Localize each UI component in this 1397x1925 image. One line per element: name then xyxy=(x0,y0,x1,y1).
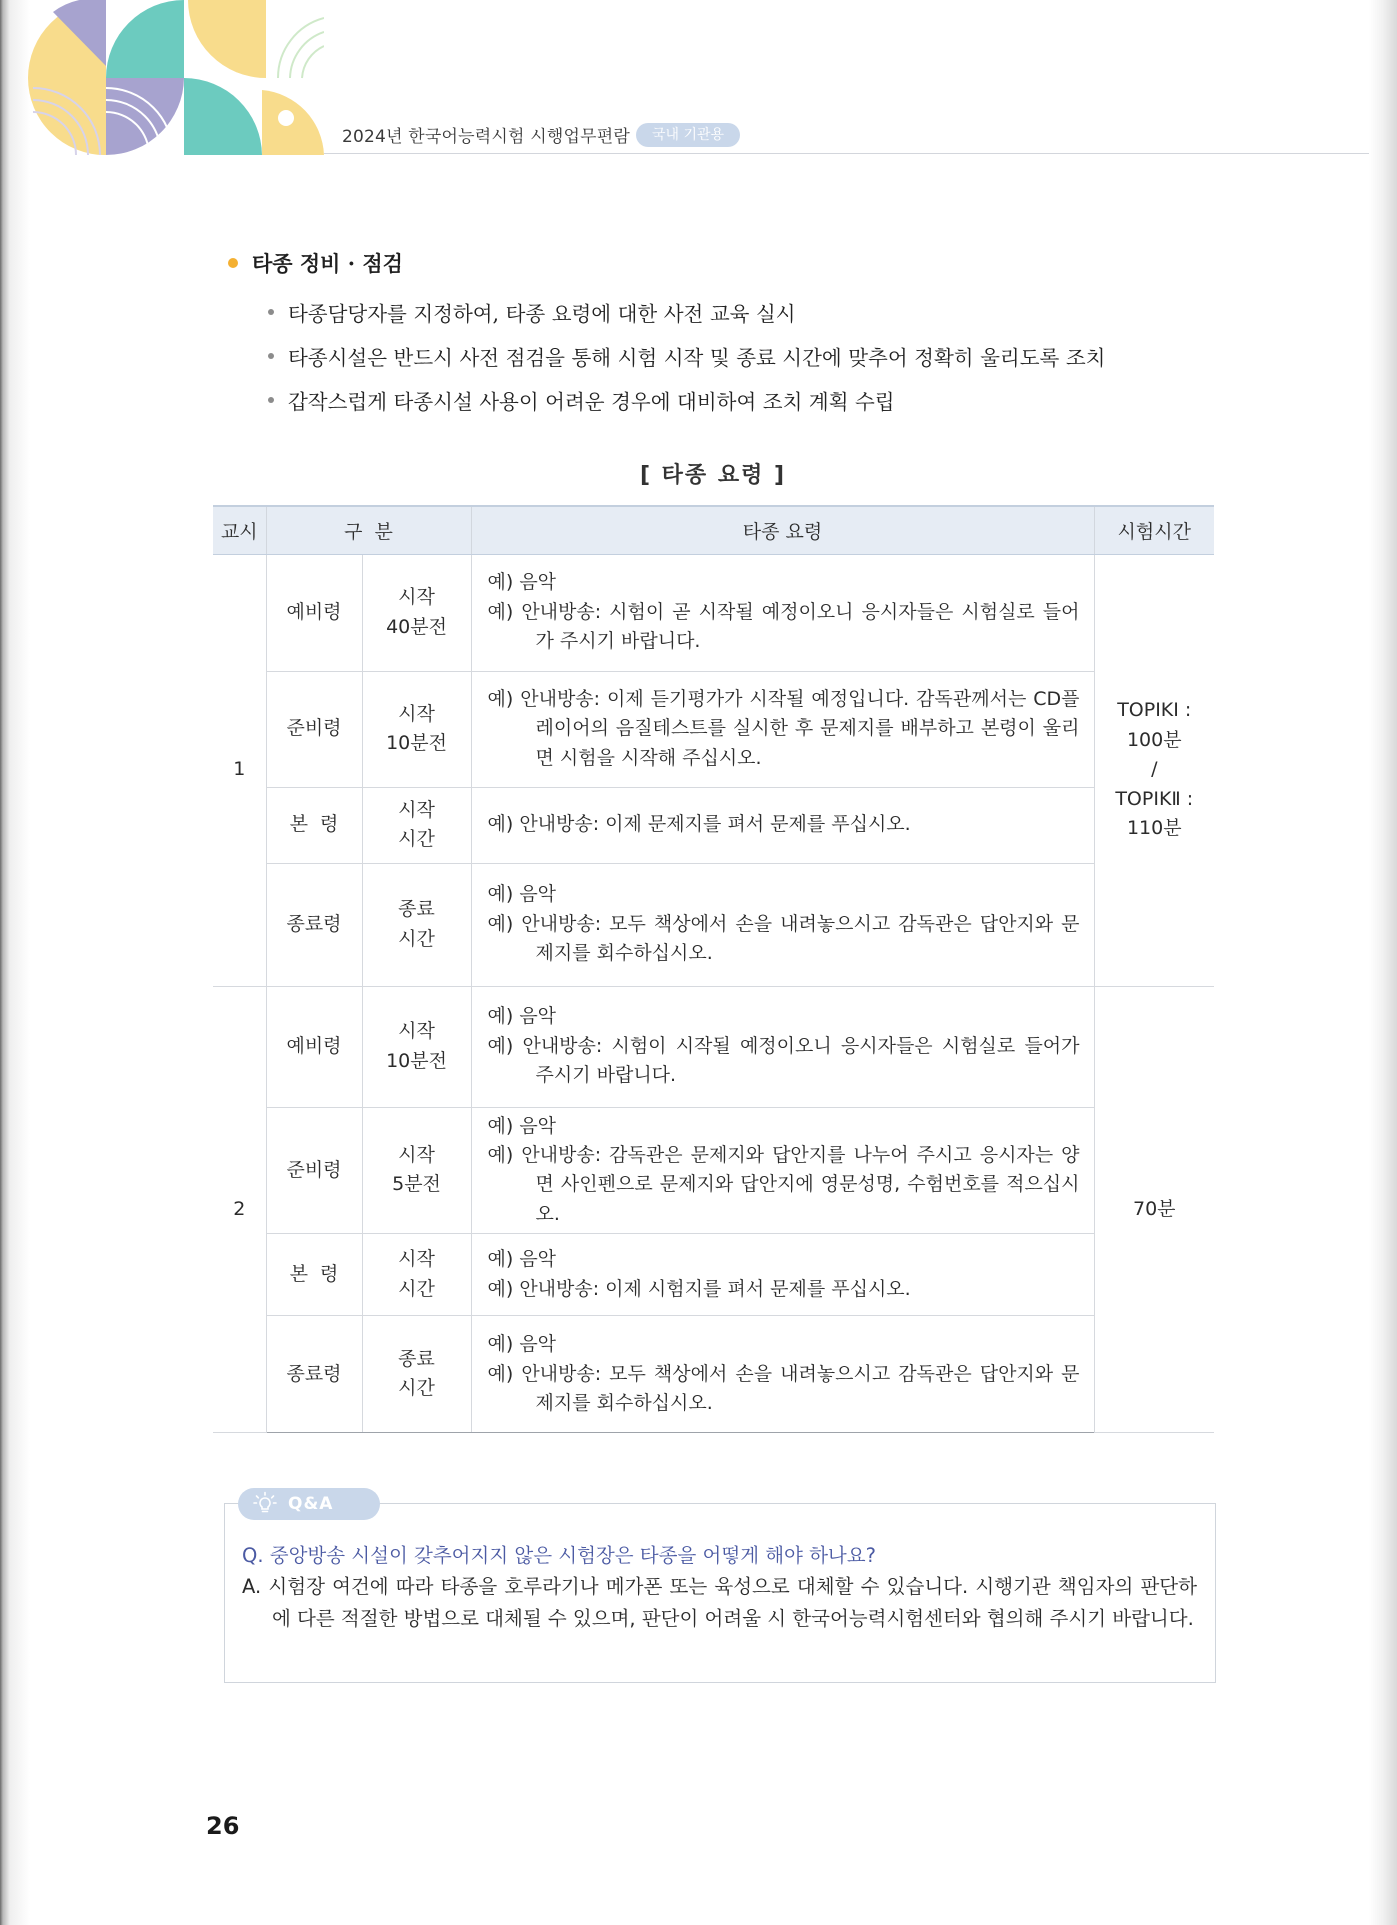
bullet-text: 갑작스럽게 타종시설 사용이 어려운 경우에 대비하여 조치 계획 수립 xyxy=(288,390,895,414)
table-row xyxy=(213,787,1214,863)
table-row xyxy=(213,1316,1214,1433)
bullet-text: 타종시설은 반드시 사전 점검을 통해 시험 시작 및 종료 시간에 맞추어 정확히 울리도록 조치 xyxy=(288,346,1106,370)
exam-duration: TOPIKⅠ : 100분 / TOPIKⅡ : 110분 xyxy=(1094,554,1214,986)
signal-instruction: 예) 음악 예) 안내방송: 모두 책상에서 손을 내려놓으시고 감독관은 답안지와 문제지를 회수하십시오. xyxy=(471,1316,1094,1433)
bullet-dot-icon xyxy=(268,309,274,315)
signal-timing: 종료 시간 xyxy=(362,1316,471,1433)
table-row xyxy=(213,671,1214,787)
signal-timing: 시작 시간 xyxy=(362,1234,471,1316)
period-one-group xyxy=(213,554,1214,986)
header-duration: 시험시간 xyxy=(1094,506,1214,554)
signal-timing: 시작 시간 xyxy=(362,787,471,863)
signal-timing: 종료 시간 xyxy=(362,863,471,986)
period-number: 2 xyxy=(213,986,266,1433)
signal-name: 예비령 xyxy=(266,986,362,1107)
header-instruction: 타종 요령 xyxy=(471,506,1094,554)
bullet-dot-icon xyxy=(268,353,274,359)
page-edge-right xyxy=(1369,0,1397,1925)
signal-instruction: 예) 음악 예) 안내방송: 이제 시험지를 펴서 문제를 푸십시오. xyxy=(471,1234,1094,1316)
bullet-dot-icon xyxy=(268,397,274,403)
signal-instruction: 예) 음악 예) 안내방송: 시험이 곧 시작될 예정이오니 응시자들은 시험실로 들어가 주시기 바랍니다. xyxy=(471,554,1094,671)
geometric-pattern-icon xyxy=(28,0,324,155)
table-caption: [ 타종 요령 ] xyxy=(639,463,787,488)
audience-tag: 국내 기관용 xyxy=(636,123,740,147)
signal-name: 종료령 xyxy=(266,863,362,986)
signal-timing: 시작 40분전 xyxy=(362,554,471,671)
qa-answer: A. 시험장 여건에 따라 타종을 호루라기나 메가폰 또는 육성으로 대체할 수 있습니다. 시행기관 책임자의 판단하에 다른 적절한 방법으로 대체될 수 있으며, 판단이 어려울 시 한국어능력시험센터와 협의해 주시기 바랍니다. xyxy=(242,1575,1197,1630)
bullet-item xyxy=(268,290,1378,334)
bell-timing-table xyxy=(213,505,1214,1433)
signal-instruction: 예) 안내방송: 이제 듣기평가가 시작될 예정입니다. 감독관께서는 CD플레이어의 음질테스트를 실시한 후 문제지를 배부하고 본령이 울리면 시험을 시작해 주십시오. xyxy=(471,671,1094,787)
signal-instruction: 예) 음악 예) 안내방송: 시험이 시작될 예정이오니 응시자들은 시험실로 들어가 주시기 바랍니다. xyxy=(471,986,1094,1107)
signal-name: 본 령 xyxy=(266,1234,362,1316)
signal-name: 준비령 xyxy=(266,1107,362,1234)
header-category: 구 분 xyxy=(266,506,471,554)
signal-instruction: 예) 음악 예) 안내방송: 모두 책상에서 손을 내려놓으시고 감독관은 답안지와 문제지를 회수하십시오. xyxy=(471,863,1094,986)
signal-timing: 시작 5분전 xyxy=(362,1107,471,1234)
header-rule xyxy=(324,153,1369,154)
section-heading xyxy=(228,248,403,278)
qa-label: Q&A xyxy=(288,1494,334,1514)
signal-name: 준비령 xyxy=(266,671,362,787)
table-row xyxy=(213,986,1214,1107)
qa-tab xyxy=(238,1488,380,1520)
signal-name: 예비령 xyxy=(266,554,362,671)
signal-instruction: 예) 안내방송: 이제 문제지를 펴서 문제를 푸십시오. xyxy=(471,787,1094,863)
qa-question: Q. 중앙방송 시설이 갖추어지지 않은 시험장은 타종을 어떻게 해야 하나요? xyxy=(242,1544,876,1567)
bullet-item xyxy=(268,378,1378,422)
table-header-row xyxy=(213,506,1214,554)
section-title: 타종 정비 · 점검 xyxy=(252,251,403,276)
signal-instruction: 예) 음악 예) 안내방송: 감독관은 문제지와 답안지를 나누어 주시고 응시자는 양면 사인펜으로 문제지와 답안지에 영문성명, 수험번호를 적으십시오. xyxy=(471,1107,1094,1234)
table-row xyxy=(213,1107,1214,1234)
bullet-dot-icon xyxy=(228,258,238,268)
exam-duration: 70분 xyxy=(1094,986,1214,1433)
page-number: 26 xyxy=(206,1812,240,1840)
signal-timing: 시작 10분전 xyxy=(362,671,471,787)
table-row xyxy=(213,863,1214,986)
signal-name: 본 령 xyxy=(266,787,362,863)
lightbulb-icon xyxy=(252,1491,278,1517)
period-two-group xyxy=(213,986,1214,1433)
header-decoration xyxy=(28,0,324,155)
page-edge-left xyxy=(0,0,30,1925)
table-row xyxy=(213,554,1214,671)
signal-timing: 시작 10분전 xyxy=(362,986,471,1107)
table-row xyxy=(213,1234,1214,1316)
signal-name: 종료령 xyxy=(266,1316,362,1433)
bullet-text: 타종담당자를 지정하여, 타종 요령에 대한 사전 교육 실시 xyxy=(288,302,796,326)
header-period: 교시 xyxy=(213,506,266,554)
bullet-list xyxy=(268,290,1378,422)
bullet-item xyxy=(268,334,1378,378)
period-number: 1 xyxy=(213,554,266,986)
running-header-title: 2024년 한국어능력시험 시행업무편람 xyxy=(342,127,630,147)
